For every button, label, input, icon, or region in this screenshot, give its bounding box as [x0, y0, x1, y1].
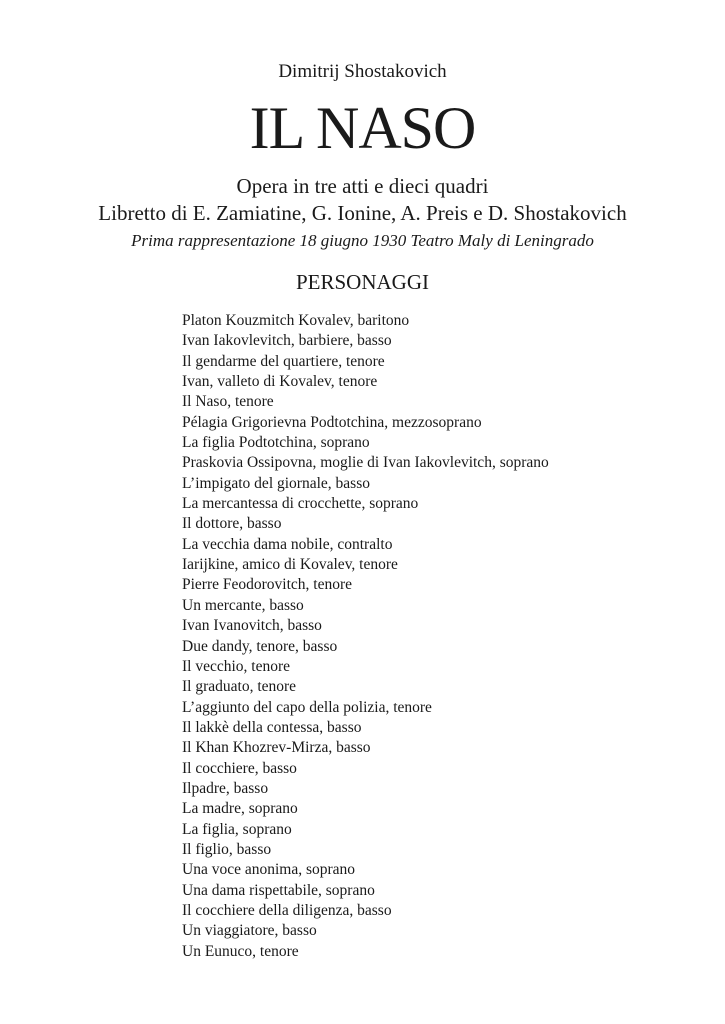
opera-title: IL NASO	[249, 95, 476, 161]
character-entry: Il graduato, tenore	[182, 678, 297, 696]
characters-heading: PERSONAGGI	[295, 270, 429, 294]
character-entry: Il Naso, tenore	[182, 393, 274, 411]
character-entry: Ivan Iakovlevitch, barbiere, basso	[182, 332, 392, 350]
character-entry: Il lakkè della contessa, basso	[182, 718, 362, 736]
character-entry: Platon Kouzmitch Kovalev, baritono	[182, 312, 410, 329]
character-entry: Un Eunuco, tenore	[182, 942, 299, 960]
character-entry: Ivan, valleto di Kovalev, tenore	[182, 373, 378, 391]
character-entry: L’aggiunto del capo della polizia, tenore	[182, 698, 432, 716]
character-entry: La madre, soprano	[182, 800, 298, 818]
character-entry: Il vecchio, tenore	[182, 657, 291, 675]
premiere-info: Prima rappresentazione 18 giugno 1930 Teatro Maly di Leningrado	[131, 231, 594, 250]
character-entry: Ivan Ivanovitch, basso	[182, 617, 322, 635]
character-entry: Il gendarme del quartiere, tenore	[182, 352, 385, 370]
character-entry: La figlia Podtotchina, soprano	[182, 434, 370, 452]
character-entry: L’impigato del giornale, basso	[182, 474, 370, 492]
character-entry: Il dottore, basso	[182, 515, 282, 533]
character-entry: Il cocchiere della diligenza, basso	[182, 901, 392, 919]
character-entry: Pierre Feodorovitch, tenore	[182, 576, 353, 594]
character-entry: Ilpadre, basso	[182, 779, 269, 797]
character-entry: Il cocchiere, basso	[182, 759, 297, 777]
character-entry: Due dandy, tenore, basso	[182, 637, 338, 655]
character-entry: Un mercante, basso	[182, 596, 304, 614]
libretto-credit: Libretto di E. Zamiatine, G. Ionine, A. Preis e D. Shostakovich	[98, 201, 627, 225]
characters-list	[182, 311, 549, 962]
character-entry: Iarijkine, amico di Kovalev, tenore	[182, 556, 398, 574]
character-entry: Il figlio, basso	[182, 840, 272, 858]
character-entry: La figlia, soprano	[182, 820, 292, 838]
composer-name: Dimitrij Shostakovich	[278, 61, 447, 82]
character-entry: Una dama rispettabile, soprano	[182, 881, 375, 899]
opera-subtitle: Opera in tre atti e dieci quadri	[236, 174, 489, 198]
character-entry: Praskovia Ossipovna, moglie di Ivan Iakovlevitch, soprano	[182, 454, 549, 472]
character-entry: La vecchia dama nobile, contralto	[182, 535, 393, 553]
character-entry: Un viaggiatore, basso	[182, 922, 317, 940]
character-entry: Il Khan Khozrev-Mirza, basso	[182, 739, 371, 757]
character-entry: La mercantessa di crocchette, soprano	[182, 495, 419, 513]
character-entry: Una voce anonima, soprano	[182, 861, 356, 879]
character-entry: Pélagia Grigorievna Podtotchina, mezzosoprano	[182, 413, 482, 431]
